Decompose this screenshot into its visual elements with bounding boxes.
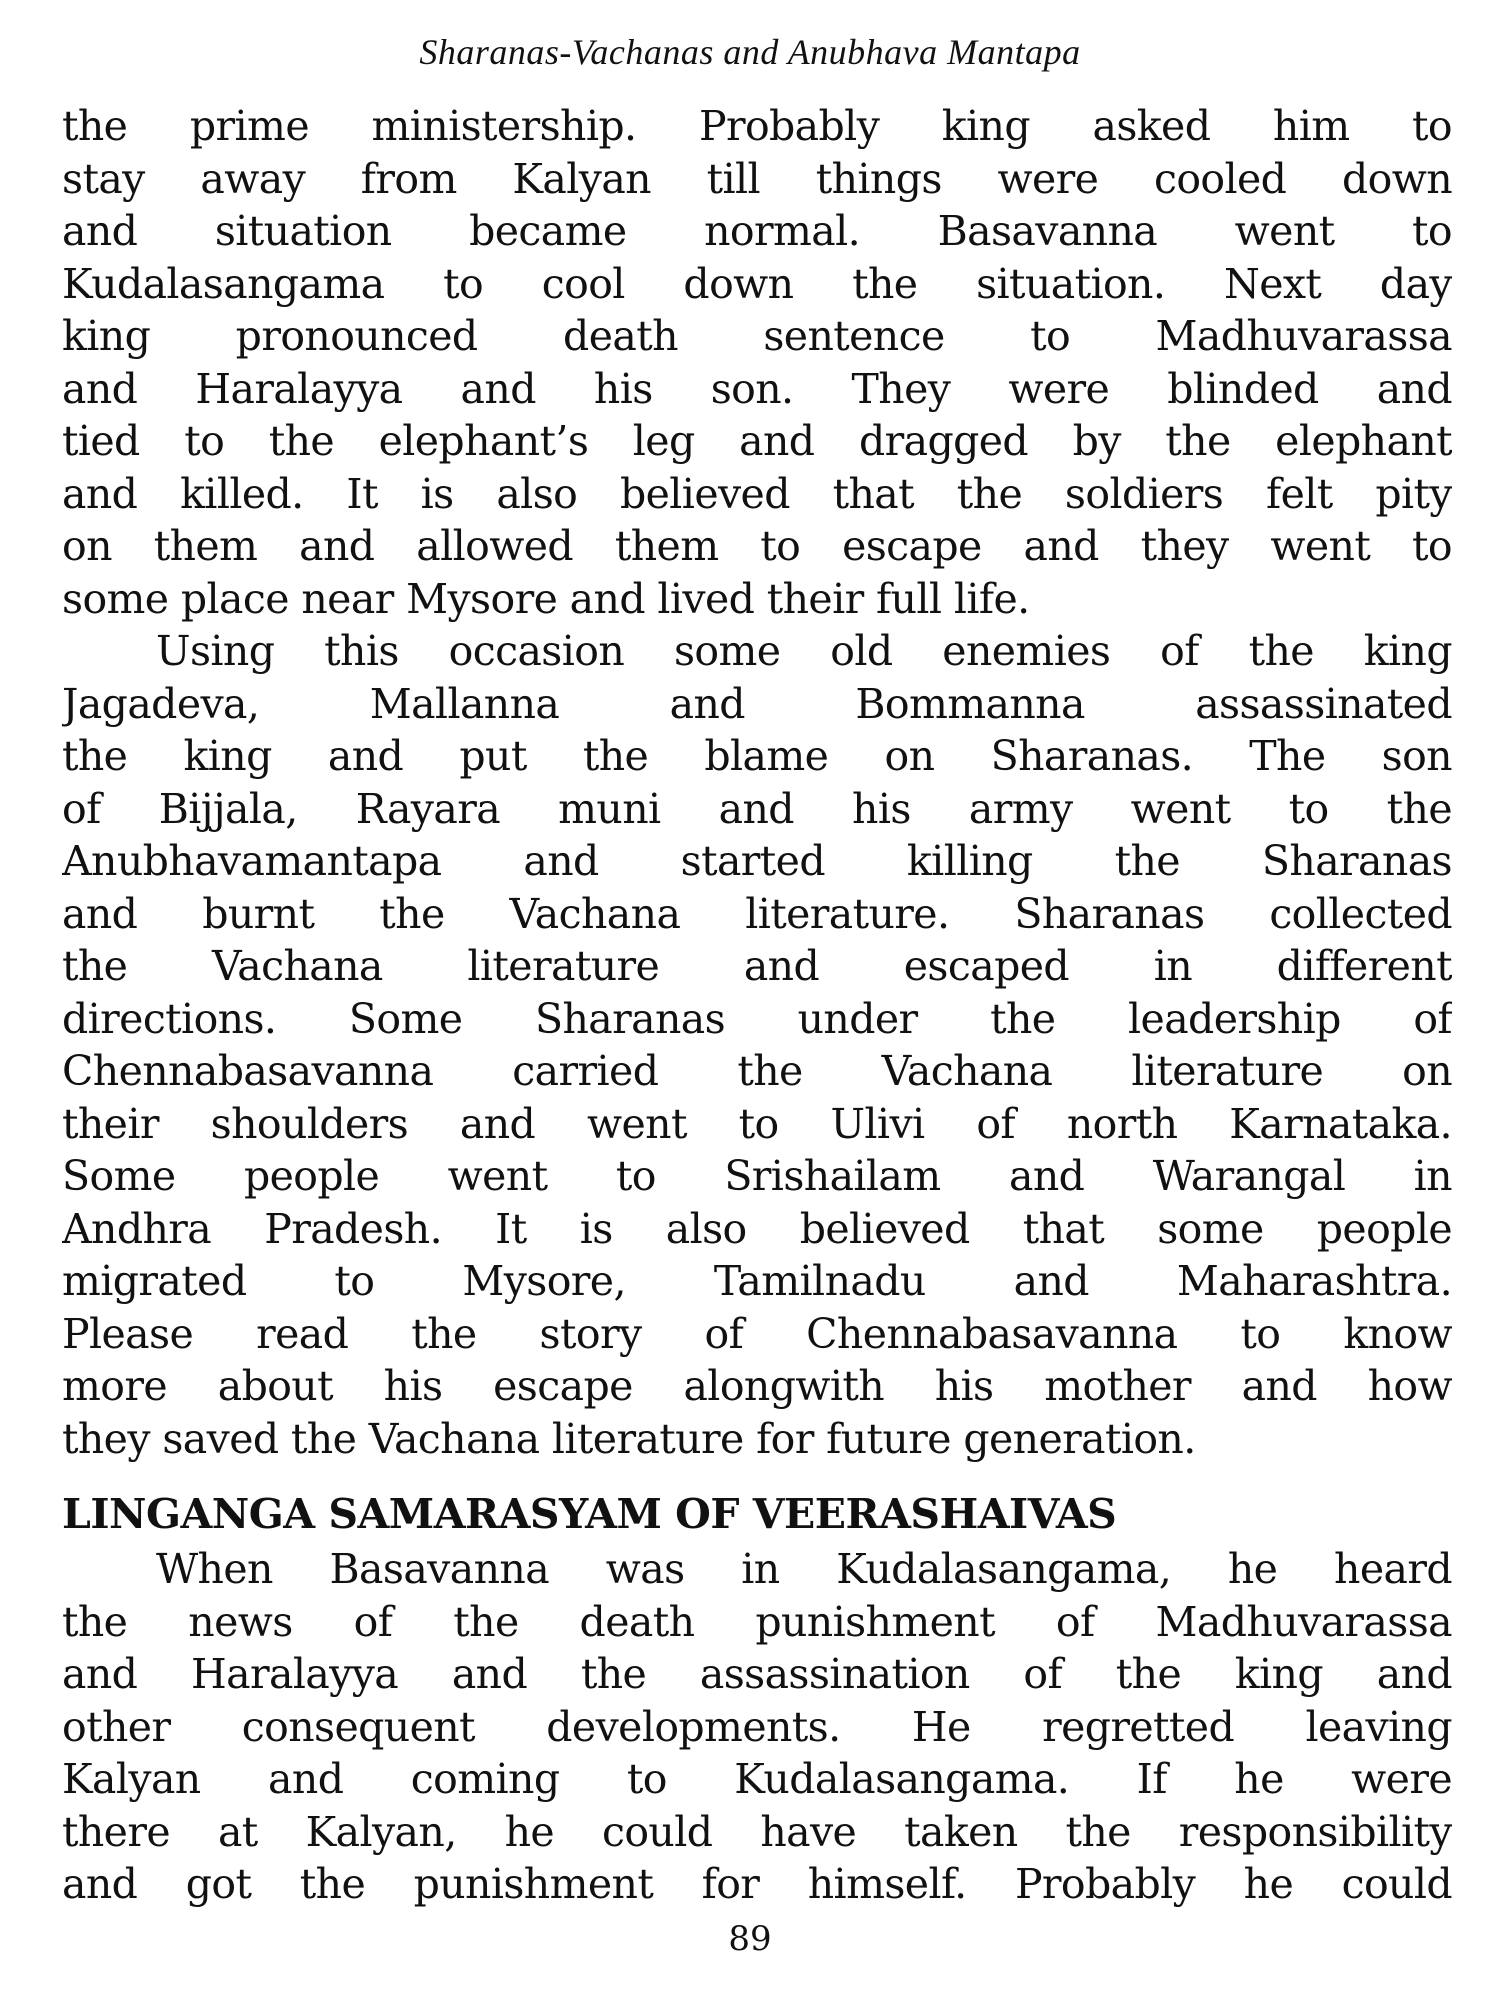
paragraph-2: [62, 625, 1452, 1465]
paragraph-3: [62, 1543, 1452, 1911]
text-line: the Vachana literature and escaped in different: [62, 942, 1452, 990]
text-line: they saved the Vachana literature for future generation.: [62, 1414, 1196, 1463]
text-line: and got the punishment for himself. Probably he could: [62, 1860, 1452, 1908]
text-line: the prime ministership. Probably king asked him to: [62, 102, 1452, 150]
text-line: When Basavanna was in Kudalasangama, he heard: [156, 1545, 1452, 1593]
paragraph-1: [62, 100, 1452, 625]
text-line: tied to the elephant’s leg and dragged by the elephant: [62, 417, 1452, 465]
text-line: Kalyan and coming to Kudalasangama. If he were: [62, 1755, 1452, 1803]
text-line: other consequent developments. He regretted leaving: [62, 1702, 1452, 1751]
text-line: Jagadeva, Mallanna and Bommanna assassinated: [62, 679, 1452, 728]
text-line: Anubhavamantapa and started killing the Sharanas: [62, 837, 1452, 885]
text-line: Chennabasavanna carried the Vachana literature on: [62, 1047, 1452, 1095]
text-line: Some people went to Srishailam and Warangal in: [62, 1152, 1452, 1200]
section-heading: LINGANGA SAMARASYAM OF VEERASHAIVAS: [62, 1490, 1117, 1538]
text-line: king pronounced death sentence to Madhuvarassa: [62, 312, 1452, 360]
text-line: and killed. It is also believed that the soldiers felt pity: [62, 469, 1452, 518]
text-line: and situation became normal. Basavanna went to: [62, 207, 1452, 255]
text-line: stay away from Kalyan till things were cooled down: [62, 154, 1452, 203]
text-line: and Haralayya and the assassination of the king and: [62, 1650, 1452, 1698]
running-header: Sharanas-Vachanas and Anubhava Mantapa: [419, 32, 1081, 72]
text-line: some place near Mysore and lived their full life.: [62, 574, 1030, 623]
text-line: the king and put the blame on Sharanas. The son: [62, 732, 1452, 780]
page-number: 89: [728, 1919, 772, 1959]
text-line: Andhra Pradesh. It is also believed that some people: [62, 1204, 1452, 1253]
text-line: more about his escape alongwith his mother and how: [62, 1362, 1452, 1410]
text-line: directions. Some Sharanas under the leadership of: [62, 994, 1452, 1043]
text-line: migrated to Mysore, Tamilnadu and Maharashtra.: [62, 1257, 1452, 1305]
text-line: and burnt the Vachana literature. Sharanas collected: [62, 889, 1452, 938]
text-line: their shoulders and went to Ulivi of north Karnataka.: [62, 1099, 1452, 1148]
text-line: Please read the story of Chennabasavanna to know: [62, 1309, 1452, 1358]
text-line: on them and allowed them to escape and they went to: [62, 522, 1452, 570]
text-line: the news of the death punishment of Madhuvarassa: [62, 1597, 1452, 1646]
text-line: Kudalasangama to cool down the situation. Next day: [62, 259, 1452, 308]
text-line: of Bijjala, Rayara muni and his army went to the: [62, 784, 1452, 833]
text-line: Using this occasion some old enemies of the king: [156, 627, 1452, 675]
text-line: there at Kalyan, he could have taken the responsibility: [62, 1807, 1452, 1856]
text-line: and Haralayya and his son. They were blinded and: [62, 364, 1452, 413]
